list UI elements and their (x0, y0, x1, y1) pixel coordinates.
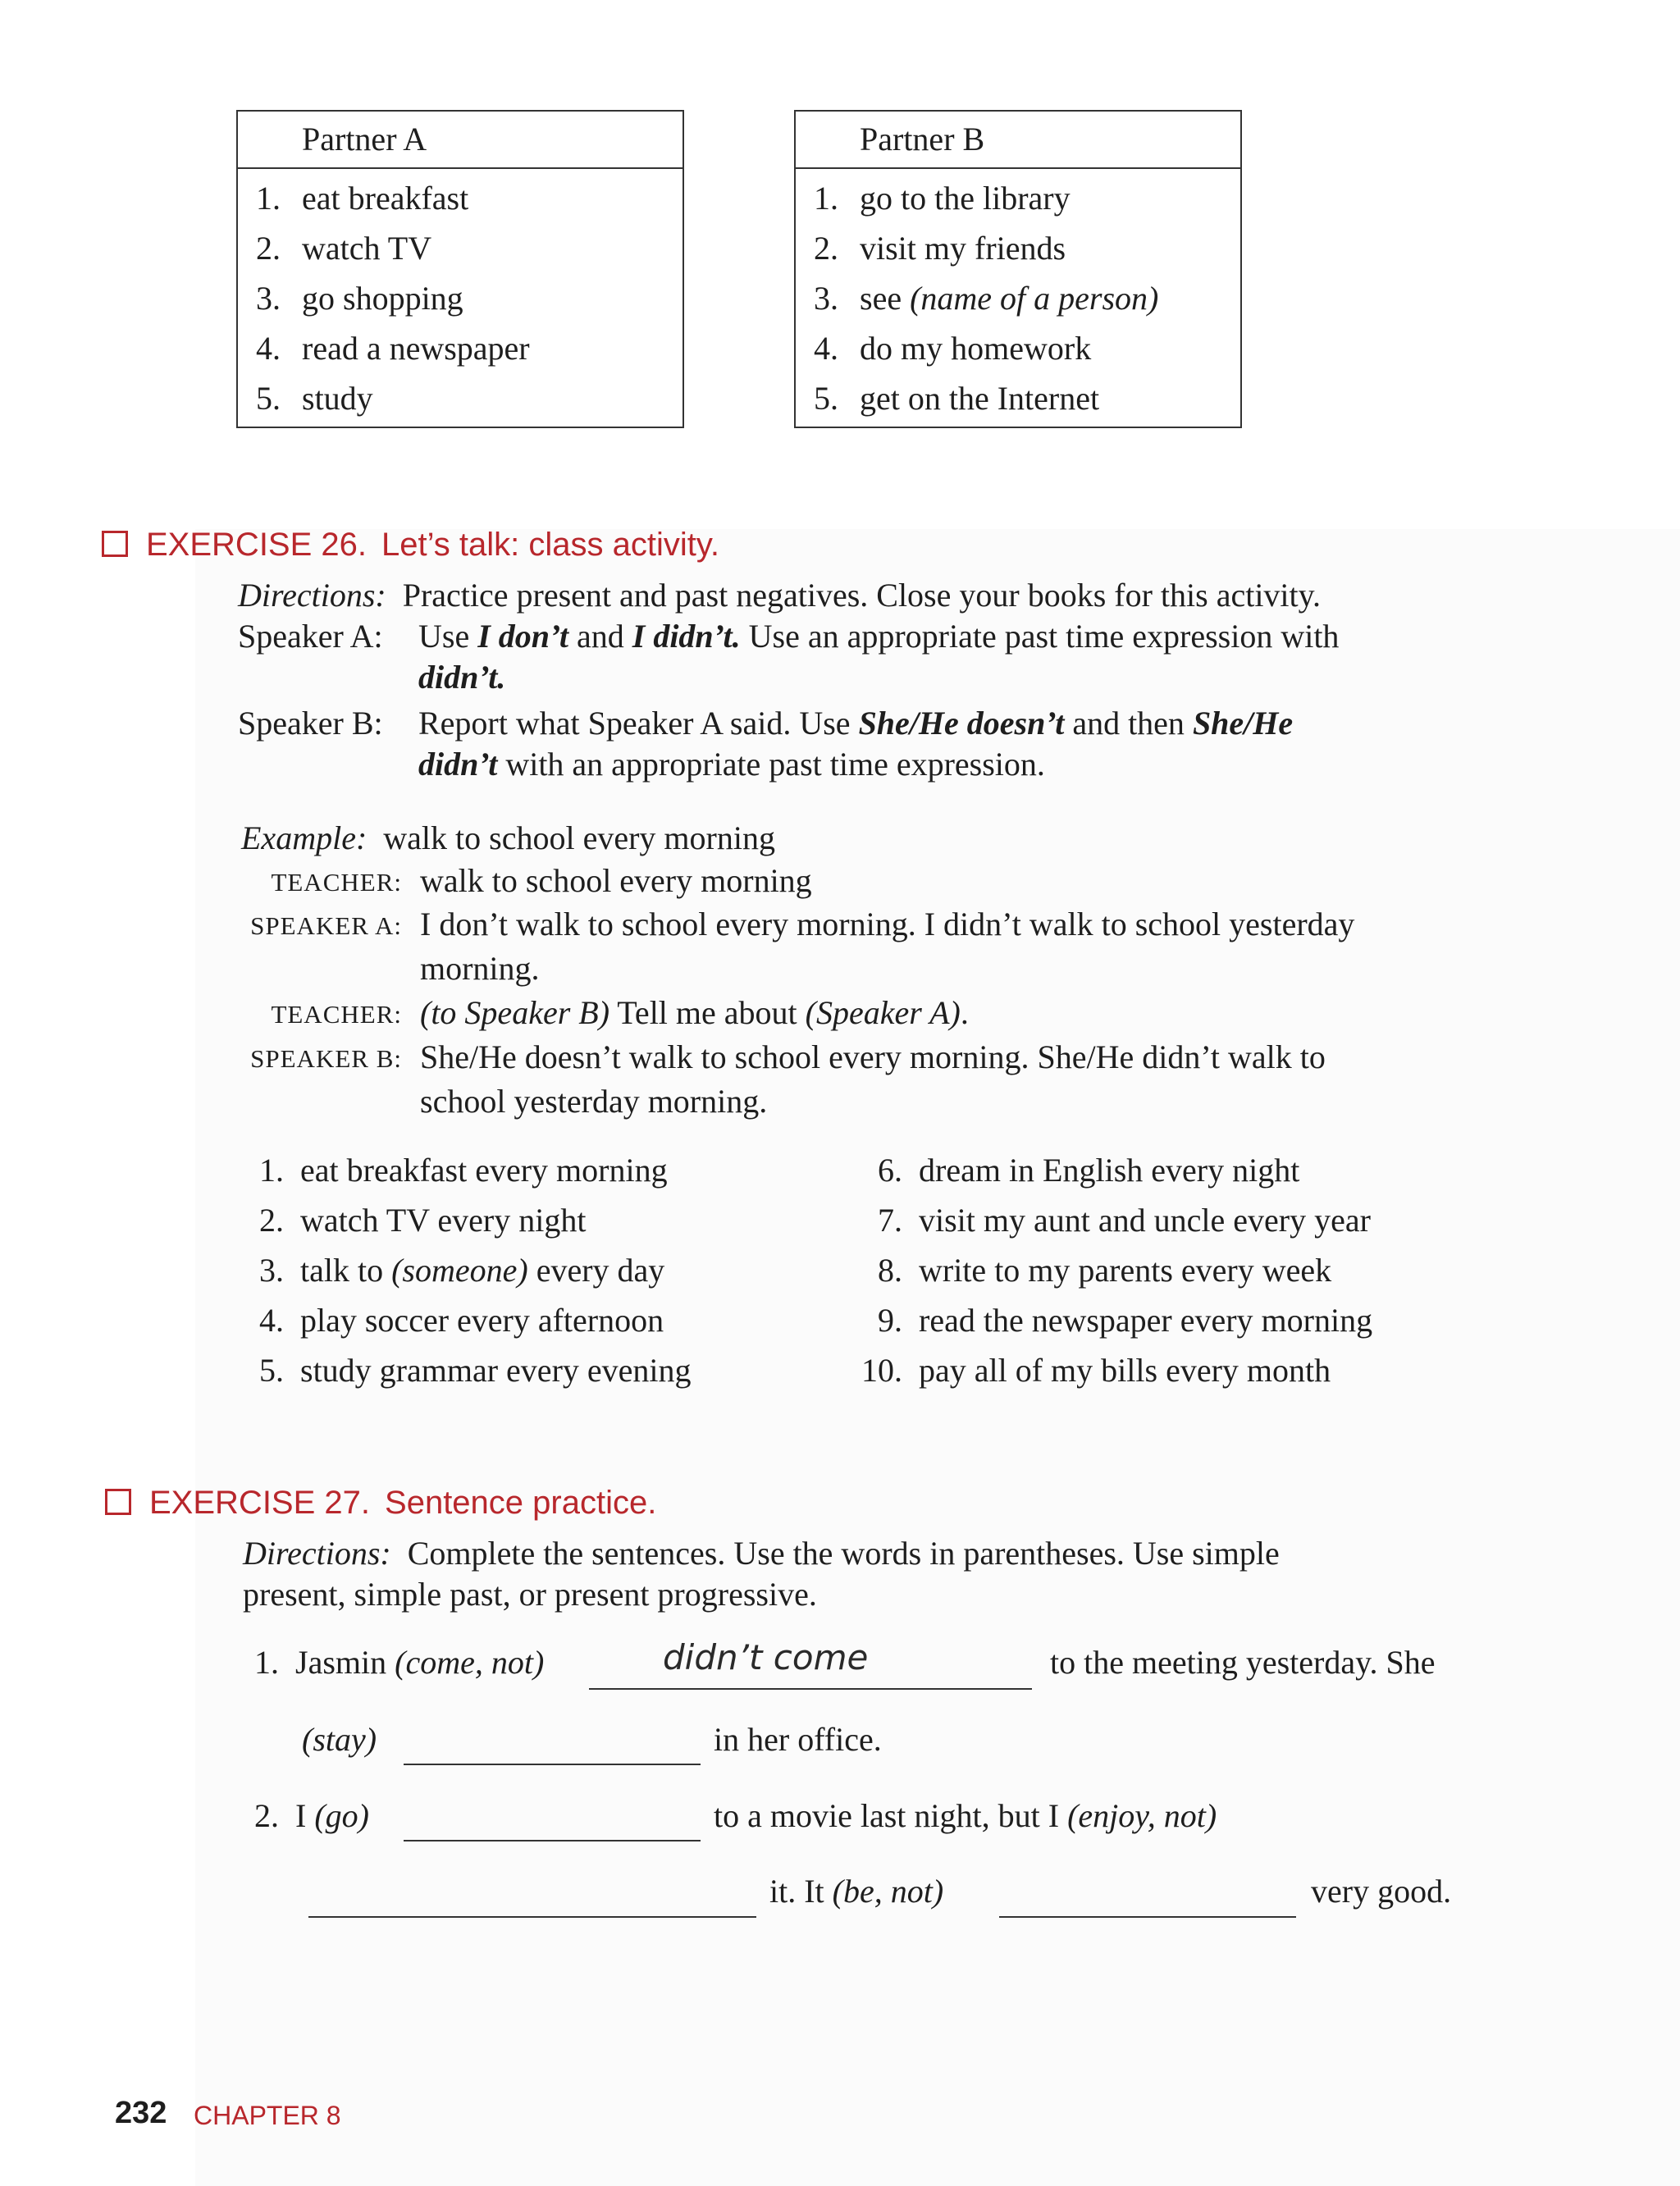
dialog-speaker-b-line: She/He doesn’t walk to school every morning. She/He didn’t walk to (420, 1038, 1326, 1075)
dialog-teacher-label: TEACHER: (271, 868, 402, 897)
list-item: 3. talk to (someone) every day (259, 1252, 665, 1289)
partner-a-item: 1. eat breakfast (256, 180, 469, 217)
question-1-rest: to the meeting yesterday. She (1050, 1644, 1436, 1681)
exercise-26-heading: EXERCISE 26. Let’s talk: class activity. (102, 527, 719, 564)
list-item: 4. play soccer every afternoon (259, 1302, 664, 1339)
dialog-speaker-a-label: SPEAKER A: (250, 911, 402, 940)
dialog-teacher-line: (to Speaker B) Tell me about (Speaker A). (420, 994, 969, 1031)
dialog-speaker-a-line: I don’t walk to school every morning. I didn’t walk to school yesterday (420, 906, 1355, 942)
question-2-end: very good. (1311, 1873, 1452, 1910)
answer-blank[interactable] (589, 1688, 1032, 1690)
dialog-speaker-b-label: SPEAKER B: (250, 1044, 402, 1073)
partner-b-item: 1. go to the library (814, 180, 1071, 217)
partner-b-header: Partner B (796, 112, 1240, 169)
question-2-cont: it. It (be, not) (769, 1873, 944, 1910)
partner-b-item: 3. see (name of a person) (814, 280, 1159, 317)
partner-b-table (794, 110, 1242, 428)
question-1-end: in her office. (714, 1721, 882, 1758)
speaker-b-instructions-cont: didn’t with an appropriate past time expression. (418, 746, 1045, 783)
speaker-a-instructions: Use I don’t and I didn’t. Use an appropriate past time expression with (418, 618, 1340, 655)
question-2-mid: to a movie last night, but I (enjoy, not) (714, 1797, 1217, 1834)
list-item: 9. read the newspaper every morning (878, 1302, 1373, 1339)
dialog-speaker-a-line-cont: morning. (420, 950, 540, 987)
exercise-27-directions: Directions: Complete the sentences. Use the words in parentheses. Use simple (243, 1535, 1280, 1572)
dialog-speaker-b-line-cont: school yesterday morning. (420, 1083, 768, 1120)
answer-text: didn’t come (663, 1637, 869, 1677)
speaker-a-label: Speaker A: (238, 618, 383, 655)
chapter-label: CHAPTER 8 (194, 2101, 341, 2130)
exercise-27-heading: EXERCISE 27. Sentence practice. (105, 1485, 656, 1522)
question-2-start: 2. I (go) (254, 1797, 369, 1834)
answer-blank[interactable] (308, 1916, 756, 1918)
answer-blank[interactable] (404, 1764, 701, 1765)
speaker-b-label: Speaker B: (238, 705, 383, 742)
list-item: 8. write to my parents every week (878, 1252, 1332, 1289)
partner-a-header: Partner A (238, 112, 682, 169)
question-1-cue: (stay) (302, 1721, 377, 1758)
answer-blank[interactable] (999, 1916, 1296, 1918)
answer-blank[interactable] (404, 1840, 701, 1841)
list-item: 10. pay all of my bills every month (861, 1352, 1331, 1389)
list-item: 6. dream in English every night (878, 1152, 1300, 1189)
partner-a-table (236, 110, 684, 428)
question-1-start: 1. Jasmin (come, not) (254, 1644, 545, 1681)
list-item: 7. visit my aunt and uncle every year (878, 1202, 1371, 1239)
list-item: 1. eat breakfast every morning (259, 1152, 668, 1189)
exercise-27-directions-cont: present, simple past, or present progressive. (243, 1576, 817, 1613)
exercise-26-directions: Directions: Practice present and past negatives. Close your books for this activity. (238, 577, 1322, 614)
checkbox-icon[interactable] (105, 1489, 131, 1515)
dialog-teacher-label: TEACHER: (271, 1000, 402, 1029)
partner-a-item: 4. read a newspaper (256, 330, 530, 367)
list-item: 5. study grammar every evening (259, 1352, 692, 1389)
partner-a-item: 5. study (256, 380, 373, 417)
speaker-b-instructions: Report what Speaker A said. Use She/He doesn’t and then She/He (418, 705, 1294, 742)
dialog-teacher-line: walk to school every morning (420, 862, 812, 899)
list-item: 2. watch TV every night (259, 1202, 587, 1239)
page-number: 232 (115, 2096, 167, 2130)
speaker-a-instructions-cont: didn’t. (418, 659, 506, 696)
partner-b-item: 5. get on the Internet (814, 380, 1100, 417)
partner-a-item: 3. go shopping (256, 280, 463, 317)
partner-b-item: 4. do my homework (814, 330, 1092, 367)
example-line: Example: walk to school every morning (241, 819, 775, 856)
partner-a-item: 2. watch TV (256, 230, 432, 267)
checkbox-icon[interactable] (102, 531, 128, 557)
partner-b-item: 2. visit my friends (814, 230, 1066, 267)
